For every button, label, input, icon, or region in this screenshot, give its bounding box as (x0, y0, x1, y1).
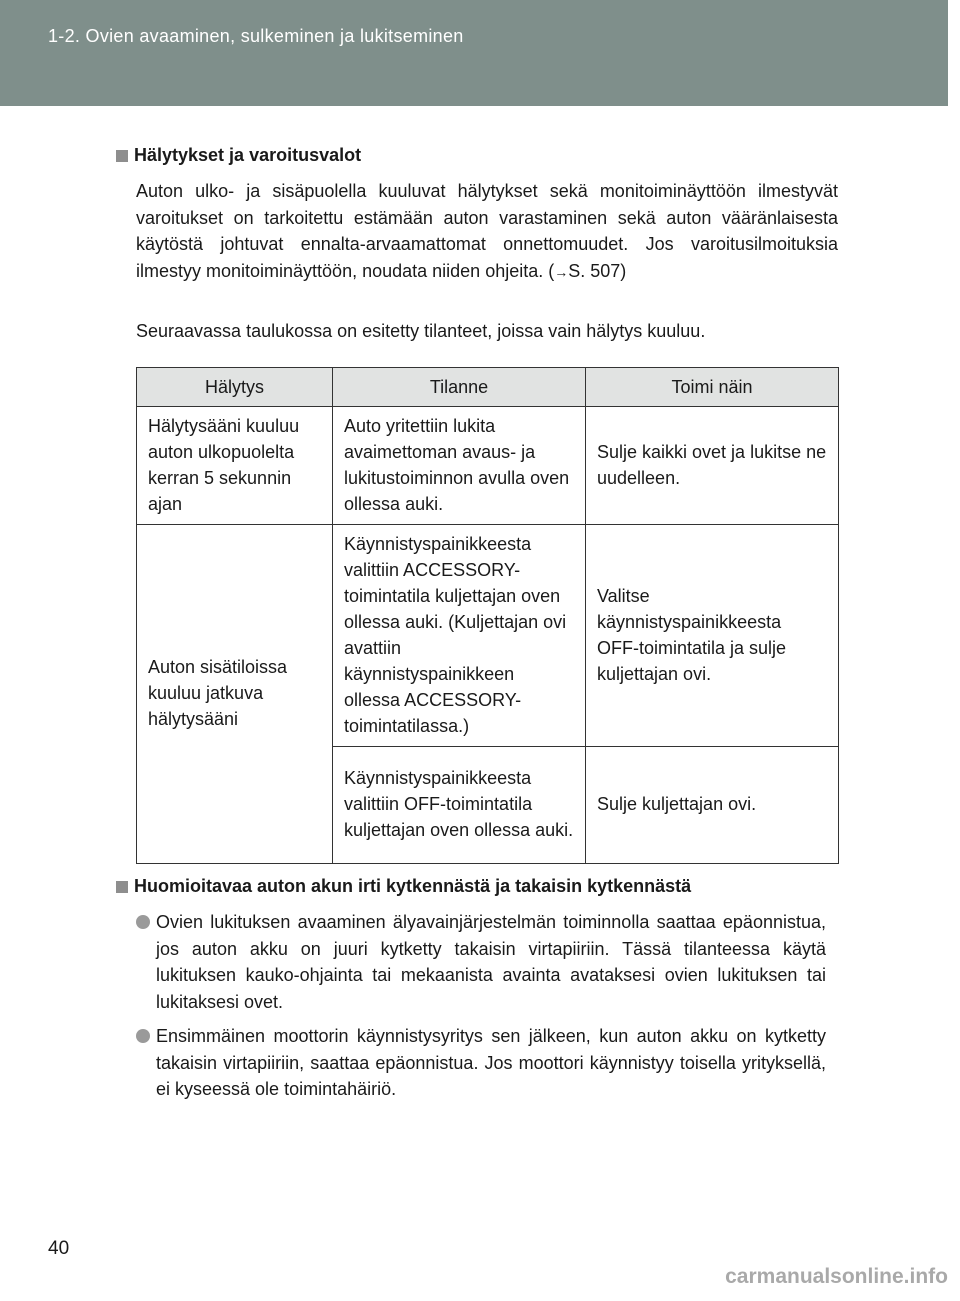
arrow-right-icon: → (554, 263, 569, 280)
section-heading-text: Huomioitavaa auton akun irti kytkennästä ja takaisin kytkennästä (134, 876, 692, 896)
bullet-icon (136, 915, 150, 929)
page-reference-link[interactable]: S. 507) (568, 260, 627, 281)
list-item-text: Ensimmäinen moottorin käynnistysyritys sen jälkeen, kun auton akku on kytketty takaisin virtapiiriin, saattaa epäonnistua. Jos moottori käynnistyy toisella yrityksellä, ei kyseessä ole toimintahäiriö. (156, 1026, 826, 1099)
section-heading-alarms (116, 145, 361, 166)
table-cell-alarm: Hälytysääni kuuluu auton ulkopuolelta kerran 5 sekunnin ajan (137, 407, 333, 525)
table-cell-alarm: Auton sisätiloissa kuuluu jatkuva hälytysääni (137, 525, 333, 864)
alarm-table (136, 367, 839, 864)
watermark: carmanualsonline.info (725, 1265, 948, 1288)
section-heading-text: Hälytykset ja varoitusvalot (134, 145, 362, 165)
section-square-icon (116, 881, 128, 893)
table-cell-situation: Käynnistyspainikkeesta valittiin ACCESSORY-toimintatila kuljettajan oven ollessa auki. (Kuljettajan ovi avattiin käynnistyspainikkeen ollessa ACCESSORY-toimintatilassa.) (333, 525, 586, 747)
bullet-icon (136, 1029, 150, 1043)
list-item-text: Ovien lukituksen avaaminen älyavainjärjestelmän toiminnolla saattaa epäonnistua, jos auton akku on juuri kytketty takaisin virtapiiriin. Tässä tilanteessa käytä lukituksen kauko-ohjainta tai mekaanista avainta avataksesi ovien lukituksen tai lukitaksesi ovet. (156, 912, 826, 1012)
table-cell-situation: Auto yritettiin lukita avaimettoman avaus- ja lukitustoiminnon avulla oven ollessa auki. (333, 407, 586, 525)
list-item (136, 1023, 826, 1103)
chapter-header-band (0, 0, 948, 106)
intro-paragraph: Auton ulko- ja sisäpuolella kuuluvat hälytykset sekä monitoiminäyttöön ilmestyvät varoitukset on tarkoitettu estämään auton varastaminen sekä auton vääränlaisesta käytöstä johtuvat ennalta-arvaamattomat onnettomuudet. Jos varoitusilmoituksia ilmestyy monitoiminäyttöön, noudata niiden ohjeita. (→S. 507) (136, 181, 838, 281)
table-row (137, 525, 839, 747)
table-header-cell: Toimi näin (586, 368, 839, 407)
table-header-row (137, 368, 839, 407)
section-square-icon (116, 150, 128, 162)
table-intro-paragraph: Seuraavassa taulukossa on esitetty tilanteet, joissa vain hälytys kuuluu. (136, 321, 706, 341)
table-header-cell: Hälytys (137, 368, 333, 407)
chapter-title: 1-2. Ovien avaaminen, sulkeminen ja lukitseminen (48, 26, 464, 46)
table-header-cell: Tilanne (333, 368, 586, 407)
table-cell-action: Sulje kuljettajan ovi. (586, 747, 839, 864)
page-number: 40 (48, 1238, 70, 1259)
section-heading-battery (116, 876, 691, 897)
table-row (137, 407, 839, 525)
list-item (136, 909, 826, 1015)
table-cell-situation: Käynnistyspainikkeesta valittiin OFF-toimintatila kuljettajan oven ollessa auki. (333, 747, 586, 864)
table-cell-action: Sulje kaikki ovet ja lukitse ne uudelleen. (586, 407, 839, 525)
table-cell-action: Valitse käynnistyspainikkeesta OFF-toimintatila ja sulje kuljettajan ovi. (586, 525, 839, 747)
